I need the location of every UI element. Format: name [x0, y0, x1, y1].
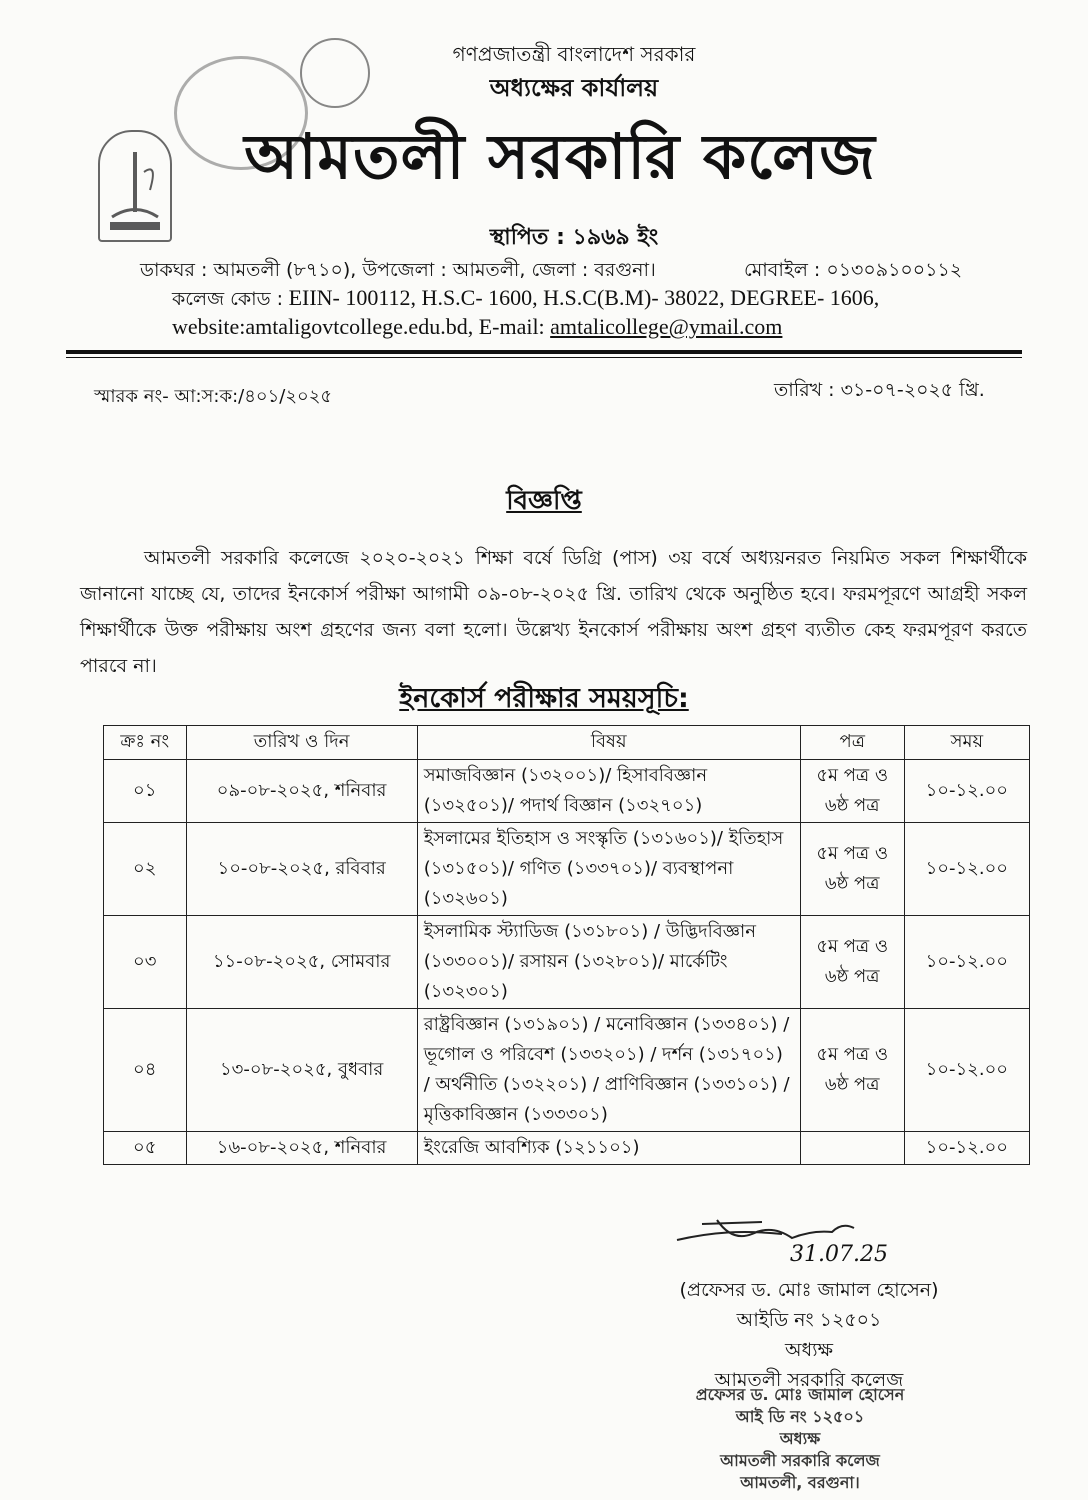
- college-name: আমতলী সরকারি কলেজ: [244, 120, 876, 193]
- signatory-college: আমতলী সরকারি কলেজ: [714, 1369, 904, 1391]
- header-subject: বিষয়: [417, 726, 800, 760]
- college-codes: [172, 285, 879, 317]
- stamp-line-designation: অধ্যক্ষ: [779, 1429, 821, 1448]
- website-line: [172, 314, 782, 340]
- row-time: ১০-১২.০০: [904, 1132, 1029, 1165]
- notice-title: [0, 480, 1088, 524]
- row-date: ১০-০৮-২০২৫, রবিবার: [186, 823, 417, 916]
- row-serial: ০২: [104, 823, 187, 916]
- row-date: ১৬-০৮-২০২৫, শনিবার: [186, 1132, 417, 1165]
- signatory-id: আইডি নং ১২৫০১: [736, 1309, 882, 1331]
- schedule-title: [0, 678, 1088, 723]
- header-date: তারিখ ও দিন: [186, 726, 417, 760]
- row-serial: ০১: [104, 760, 187, 823]
- row-time: ১০-১২.০০: [904, 760, 1029, 823]
- table-row: [104, 916, 1030, 1009]
- row-time: ১০-১২.০০: [904, 823, 1029, 916]
- row-time: ১০-১২.০০: [904, 916, 1029, 1009]
- stamp-line-location: আমতলী, বরগুনা।: [740, 1473, 860, 1492]
- row-date: ১৩-০৮-২০২৫, বুধবার: [186, 1009, 417, 1132]
- row-time: ১০-১২.০০: [904, 1009, 1029, 1132]
- signature-date: 31.07.25: [790, 1242, 888, 1267]
- row-paper: ৫ম পত্র ও ৬ষ্ঠ পত্র: [800, 760, 904, 823]
- established-label: স্থাপিত : ১৯৬৯ ইং: [489, 225, 659, 250]
- codes-value: EIIN- 100112, H.S.C- 1600, H.S.C(B.M)- 38022, DEGREE- 1606,: [288, 285, 880, 310]
- schedule-title-text: ইনকোর্স পরীক্ষার সময়সূচি:: [399, 683, 689, 714]
- header-paper: পত্র: [800, 726, 904, 760]
- header-divider: [66, 350, 1022, 354]
- table-row: [104, 760, 1030, 823]
- stamp-line-name: প্রফেসর ড. মোঃ জামাল হোসেন: [695, 1385, 905, 1404]
- row-subject: রাষ্ট্রবিজ্ঞান (১৩১৯০১) / মনোবিজ্ঞান (১৩৩৪০১) / ভূগোল ও পরিবেশ (১৩৩২০১) / দর্শন (১৩১৭০১) / অর্থনীতি (১৩২২০১) / প্রাণিবিজ্ঞান (১৩৩১০১) / মৃত্তিকাবিজ্ঞান (১৩৩৩০১): [417, 1009, 800, 1132]
- row-serial: ০৫: [104, 1132, 187, 1165]
- mobile-number: মোবাইল : ০১৩০৯১০০১১২: [744, 259, 963, 281]
- address-line: ডাকঘর : আমতলী (৮৭১০), উপজেলা : আমতলী, জেলা : বরগুনা।: [140, 259, 656, 281]
- office-label: অধ্যক্ষের কার্যালয়: [489, 74, 659, 102]
- row-subject: ইংরেজি আবশ্যিক (১২১১০১): [417, 1132, 800, 1165]
- header-time: সময়: [904, 726, 1029, 760]
- row-serial: ০৪: [104, 1009, 187, 1132]
- notice-title-text: বিজ্ঞপ্তি: [506, 486, 582, 516]
- row-subject: ইসলামের ইতিহাস ও সংস্কৃতি (১৩১৬০১)/ ইতিহাস (১৩১৫০১)/ গণিত (১৩৩৭০১)/ ব্যবস্থাপনা (১৩২৬০১): [417, 823, 800, 916]
- memo-date: তারিখ : ৩১-০৭-২০২৫ খ্রি.: [774, 379, 985, 401]
- stamp-line-id: আই ডি নং ১২৫০১: [735, 1407, 865, 1426]
- email-link[interactable]: amtalicollege@ymail.com: [550, 314, 783, 339]
- codes-label: কলেজ কোড :: [172, 288, 284, 310]
- official-stamp: [680, 1384, 920, 1494]
- row-subject: ইসলামিক স্ট্যাডিজ (১৩১৮০১) / উদ্ভিদবিজ্ঞান (১৩৩০০১)/ রসায়ন (১৩২৮০১)/ মার্কেটিং (১৩২৩০১): [417, 916, 800, 1009]
- website-text: website:amtaligovtcollege.edu.bd, E-mail:: [172, 314, 545, 339]
- header-divider-thin: [66, 357, 1022, 358]
- signatory-designation: অধ্যক্ষ: [784, 1339, 833, 1361]
- notice-body: আমতলী সরকারি কলেজে ২০২০-২০২১ শিক্ষা বর্ষে ডিগ্রি (পাস) ৩য় বর্ষে অধ্যয়নরত নিয়মিত সকল শিক্ষার্থীকে জানানো যাচ্ছে যে, তাদের ইনকোর্স পরীক্ষা আগামী ০৯-০৮-২০২৫ খ্রি. তারিখ থেকে অনুষ্ঠিত হবে। ফরমপূরণে আগ্রহী সকল শিক্ষার্থীকে উক্ত পরীক্ষায় অংশ গ্রহণের জন্য বলা হলো। উল্লেখ্য ইনকোর্স পরীক্ষায় অংশ গ্রহণ ব্যতীত কেহ ফরমপূরণ করতে পারবে না।: [80, 547, 1027, 677]
- row-paper: ৫ম পত্র ও ৬ষ্ঠ পত্র: [800, 1009, 904, 1132]
- row-date: ০৯-০৮-২০২৫, শনিবার: [186, 760, 417, 823]
- table-row: [104, 823, 1030, 916]
- row-date: ১১-০৮-২০২৫, সোমবার: [186, 916, 417, 1009]
- schedule-table: [103, 725, 1030, 1165]
- header-serial: ক্রঃ নং: [104, 726, 187, 760]
- table-header-row: [104, 726, 1030, 760]
- stamp-line-college: আমতলী সরকারি কলেজ: [720, 1451, 880, 1470]
- row-subject: সমাজবিজ্ঞান (১৩২০০১)/ হিসাববিজ্ঞান (১৩২৫০১)/ পদার্থ বিজ্ঞান (১৩২৭০১): [417, 760, 800, 823]
- row-serial: ০৩: [104, 916, 187, 1009]
- row-paper: ৫ম পত্র ও ৬ষ্ঠ পত্র: [800, 916, 904, 1009]
- government-label: গণপ্রজাতন্ত্রী বাংলাদেশ সরকার: [452, 42, 696, 66]
- table-row: [104, 1009, 1030, 1132]
- table-row: [104, 1132, 1030, 1165]
- memo-number: স্মারক নং- আ:স:ক:/৪০১/২০২৫: [94, 386, 333, 407]
- signatory-name: (প্রফেসর ড. মোঃ জামাল হোসেন): [679, 1279, 939, 1301]
- row-paper: [800, 1132, 904, 1165]
- row-paper: ৫ম পত্র ও ৬ষ্ঠ পত্র: [800, 823, 904, 916]
